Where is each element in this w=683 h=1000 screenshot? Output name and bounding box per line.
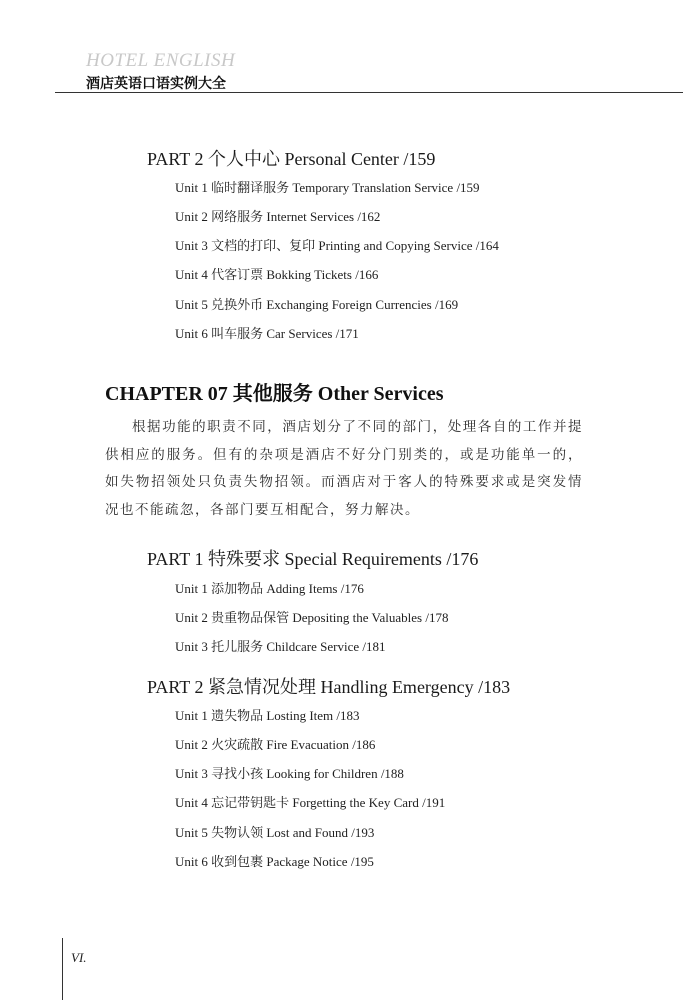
part-heading-special-requirements: PART 1 特殊要求 Special Requirements /176 <box>147 549 479 569</box>
toc-entry[interactable]: Unit 2 网络服务 Internet Services /162 <box>175 209 381 224</box>
chapter-heading: CHAPTER 07 其他服务 Other Services <box>105 383 444 405</box>
toc-entry[interactable]: Unit 1 添加物品 Adding Items /176 <box>175 581 364 596</box>
toc-entry[interactable]: Unit 2 火灾疏散 Fire Evacuation /186 <box>175 737 376 752</box>
toc-entry[interactable]: Unit 5 兑换外币 Exchanging Foreign Currencies /169 <box>175 297 459 312</box>
part-heading-handling-emergency: PART 2 紧急情况处理 Handling Emergency /183 <box>147 677 511 697</box>
toc-entry[interactable]: Unit 4 忘记带钥匙卡 Forgetting the Key Card /191 <box>175 795 446 810</box>
toc-entry[interactable]: Unit 1 遗失物品 Losting Item /183 <box>175 708 360 723</box>
running-header-chinese: 酒店英语口语实例大全 <box>86 77 226 92</box>
part-heading-personal-center: PART 2 个人中心 Personal Center /159 <box>147 149 436 169</box>
chapter-intro-paragraph: 根据功能的职责不同，酒店划分了不同的部门，处理各自的工作并提供相应的服务。但有的杂项是酒店不好分门别类的，或是功能单一的，如失物招领处只负责失物招领。而酒店对于客人的特殊要求或是突发情况也不能疏忽，各部门要互相配合，努力解决。 <box>105 419 583 518</box>
toc-entry[interactable]: Unit 4 代客订票 Bokking Tickets /166 <box>175 267 379 282</box>
running-header-english: HOTEL ENGLISH <box>86 50 236 71</box>
toc-entry[interactable]: Unit 3 文档的打印、复印 Printing and Copying Service /164 <box>175 238 499 253</box>
toc-entry[interactable]: Unit 3 托儿服务 Childcare Service /181 <box>175 639 386 654</box>
toc-entry[interactable]: Unit 1 临时翻译服务 Temporary Translation Service /159 <box>175 180 480 195</box>
header-divider <box>55 92 683 93</box>
toc-entry[interactable]: Unit 6 叫车服务 Car Services /171 <box>175 326 359 341</box>
page-number: VI. <box>71 950 87 965</box>
toc-entry[interactable]: Unit 5 失物认领 Lost and Found /193 <box>175 825 375 840</box>
toc-entry[interactable]: Unit 3 寻找小孩 Looking for Children /188 <box>175 766 404 781</box>
toc-entry[interactable]: Unit 2 贵重物品保管 Depositing the Valuables /178 <box>175 610 449 625</box>
footer-divider <box>62 938 63 1000</box>
toc-entry[interactable]: Unit 6 收到包裹 Package Notice /195 <box>175 854 374 869</box>
